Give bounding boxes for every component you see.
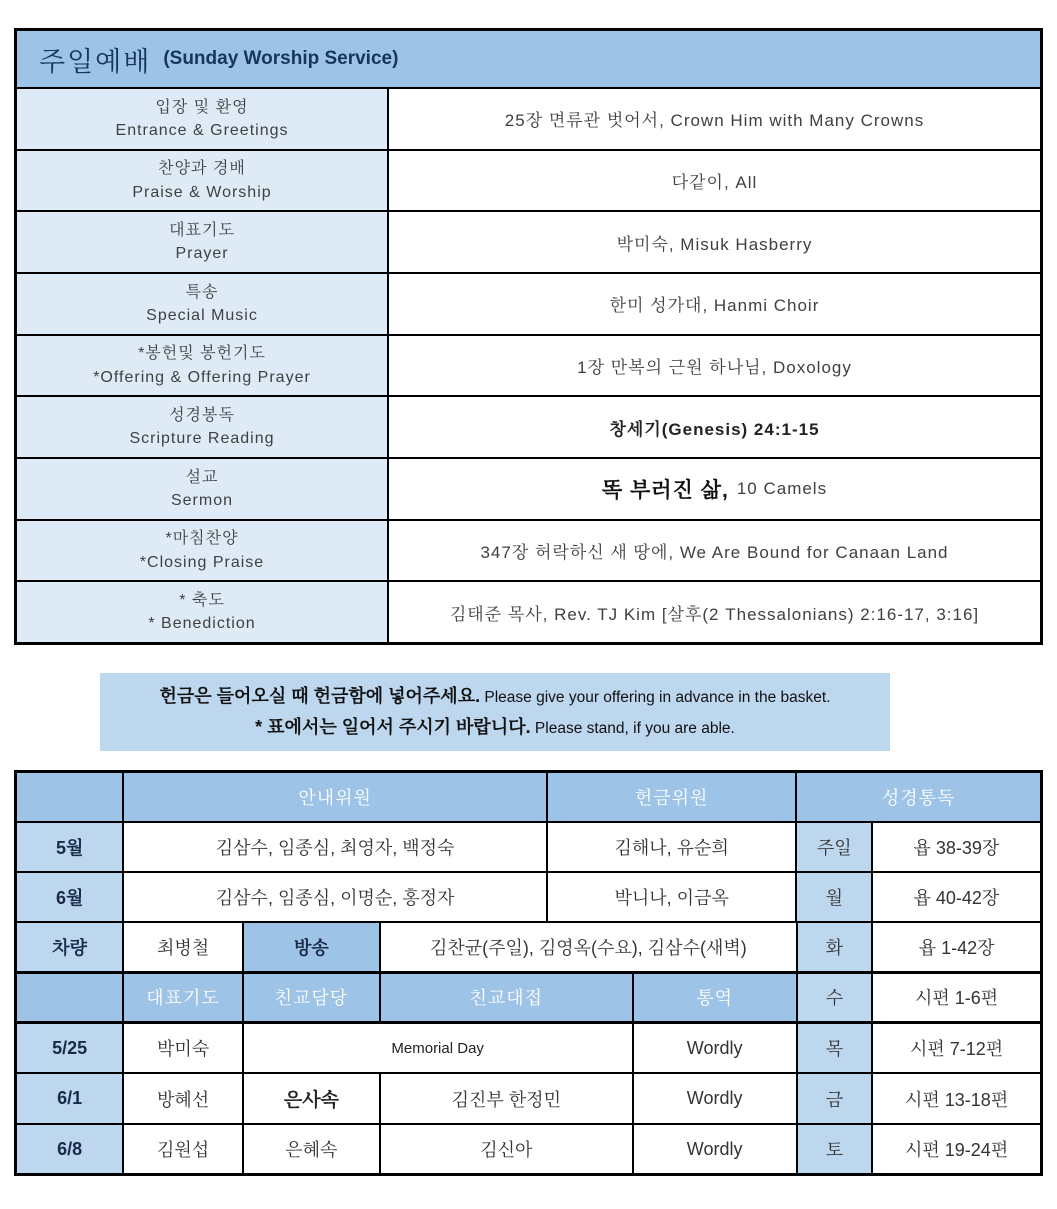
reading-passage: 시편 13-18편 [871, 1074, 1040, 1123]
header-offering-committee: 헌금위원 [546, 773, 796, 821]
duty-row-june [17, 871, 1040, 921]
month-label: 5월 [17, 823, 122, 871]
reading-passage: 욥 38-39장 [871, 823, 1040, 871]
driver-name: 최병철 [122, 923, 241, 971]
reading-passage: 시편 19-24편 [871, 1125, 1040, 1173]
service-item-value: 김태준 목사, Rev. TJ Kim [살후(2 Thessalonians) 2:16-17, 3:16] [389, 582, 1040, 642]
duty-row-vehicle [17, 921, 1040, 971]
day-label: 주일 [795, 823, 871, 871]
service-item-value: 25장 면류관 벗어서, Crown Him with Many Crowns [389, 89, 1040, 149]
fellowship-lead-group: 은사속 [242, 1074, 379, 1123]
sermon-title: 똑 부러진 삶, [601, 478, 729, 502]
holiday-note: Memorial Day [242, 1024, 632, 1072]
service-item-label: *봉헌및 봉헌기도 *Offering & Offering Prayer [17, 336, 389, 396]
day-label: 수 [796, 974, 872, 1022]
date-label: 6/8 [17, 1125, 122, 1173]
interpreter-name: Wordly [632, 1074, 796, 1123]
worship-table-title [17, 31, 1040, 87]
fellowship-serve-names: 김진부 한정민 [379, 1074, 632, 1123]
service-item-value: 박미숙, Misuk Hasberry [389, 212, 1040, 272]
date-label: 5/25 [17, 1024, 122, 1072]
worship-row-benediction [17, 580, 1040, 642]
worship-row-scripture [17, 395, 1040, 457]
service-item-label: 입장 및 환영 Entrance & Greetings [17, 89, 389, 149]
broadcast-names: 김찬균(주일), 김영옥(수요), 김삼수(새벽) [379, 923, 796, 971]
worship-row-special-music [17, 272, 1040, 334]
usher-names: 김삼수, 임종심, 최영자, 백정숙 [122, 823, 546, 871]
duty-header-row-1 [17, 773, 1040, 821]
service-item-value: 347장 허락하신 새 땅에, We Are Bound for Canaan Land [389, 521, 1040, 581]
duty-schedule-table [14, 770, 1043, 1176]
offering-names: 김해나, 유순희 [546, 823, 796, 871]
day-label: 목 [796, 1024, 872, 1072]
day-label: 토 [796, 1125, 872, 1173]
worship-row-prayer [17, 210, 1040, 272]
worship-service-table [14, 28, 1043, 645]
month-label: 6월 [17, 873, 122, 921]
service-item-label: 대표기도 Prayer [17, 212, 389, 272]
service-item-value: 창세기(Genesis) 24:1-15 [389, 397, 1040, 457]
header-fellowship-serve: 친교대접 [379, 974, 632, 1022]
interpreter-name: Wordly [632, 1024, 796, 1072]
header-usher-committee: 안내위원 [122, 773, 546, 821]
service-item-value [389, 459, 1040, 519]
service-item-value: 1장 만복의 근원 하나님, Doxology [389, 336, 1040, 396]
service-item-label: 설교 Sermon [17, 459, 389, 519]
day-label: 화 [796, 923, 872, 971]
duty-row-may [17, 821, 1040, 871]
service-item-label: * 축도 * Benediction [17, 582, 389, 642]
worship-row-closing-praise [17, 519, 1040, 581]
date-label: 6/1 [17, 1074, 122, 1123]
duty-row-6-1 [17, 1072, 1040, 1123]
reading-passage: 시편 7-12편 [871, 1024, 1040, 1072]
prayer-name: 김원섭 [122, 1125, 241, 1173]
notice-line-1: 헌금은 들어오실 때 헌금함에 넣어주세요. Please give your offering in advance in the basket. [159, 685, 831, 706]
worship-row-praise [17, 149, 1040, 211]
notice-line-2: * 표에서는 일어서 주시기 바랍니다. Please stand, if you are able. [255, 717, 735, 737]
header-interpretation: 통역 [632, 974, 796, 1022]
reading-passage: 시편 1-6편 [871, 974, 1040, 1022]
fellowship-lead-group: 은혜속 [242, 1125, 379, 1173]
title-english: (Sunday Worship Service) [163, 48, 399, 69]
duty-header-row-2 [17, 971, 1040, 1022]
vehicle-label: 차량 [17, 923, 122, 971]
interpreter-name: Wordly [632, 1125, 796, 1173]
service-item-label: *마침찬양 *Closing Praise [17, 521, 389, 581]
prayer-name: 방혜선 [122, 1074, 241, 1123]
day-label: 월 [795, 873, 871, 921]
usher-names: 김삼수, 임종심, 이명순, 홍정자 [122, 873, 546, 921]
reading-passage: 욥 40-42장 [871, 873, 1040, 921]
header-fellowship-lead: 친교담당 [242, 974, 379, 1022]
prayer-name: 박미숙 [122, 1024, 241, 1072]
header-empty-cell [17, 974, 122, 1022]
header-bible-reading: 성경통독 [795, 773, 1039, 821]
offering-names: 박니나, 이금옥 [546, 873, 796, 921]
service-item-value: 다같이, All [389, 151, 1040, 211]
worship-row-entrance [17, 87, 1040, 149]
service-item-value: 한미 성가대, Hanmi Choir [389, 274, 1040, 334]
worship-row-offering [17, 334, 1040, 396]
sermon-subtitle: 10 Camels [736, 478, 828, 498]
broadcast-label: 방송 [242, 923, 379, 971]
service-item-label: 성경봉독 Scripture Reading [17, 397, 389, 457]
duty-row-5-25 [17, 1021, 1040, 1072]
fellowship-serve-names: 김신아 [379, 1125, 632, 1173]
duty-row-6-8 [17, 1123, 1040, 1173]
day-label: 금 [796, 1074, 872, 1123]
worship-row-sermon [17, 457, 1040, 519]
service-item-label: 특송 Special Music [17, 274, 389, 334]
reading-passage: 욥 1-42장 [871, 923, 1040, 971]
header-prayer: 대표기도 [122, 974, 241, 1022]
title-korean: 주일예배 [39, 46, 152, 77]
header-empty-cell [17, 773, 122, 821]
service-item-label: 찬양과 경배 Praise & Worship [17, 151, 389, 211]
offering-notice-box [100, 673, 890, 751]
